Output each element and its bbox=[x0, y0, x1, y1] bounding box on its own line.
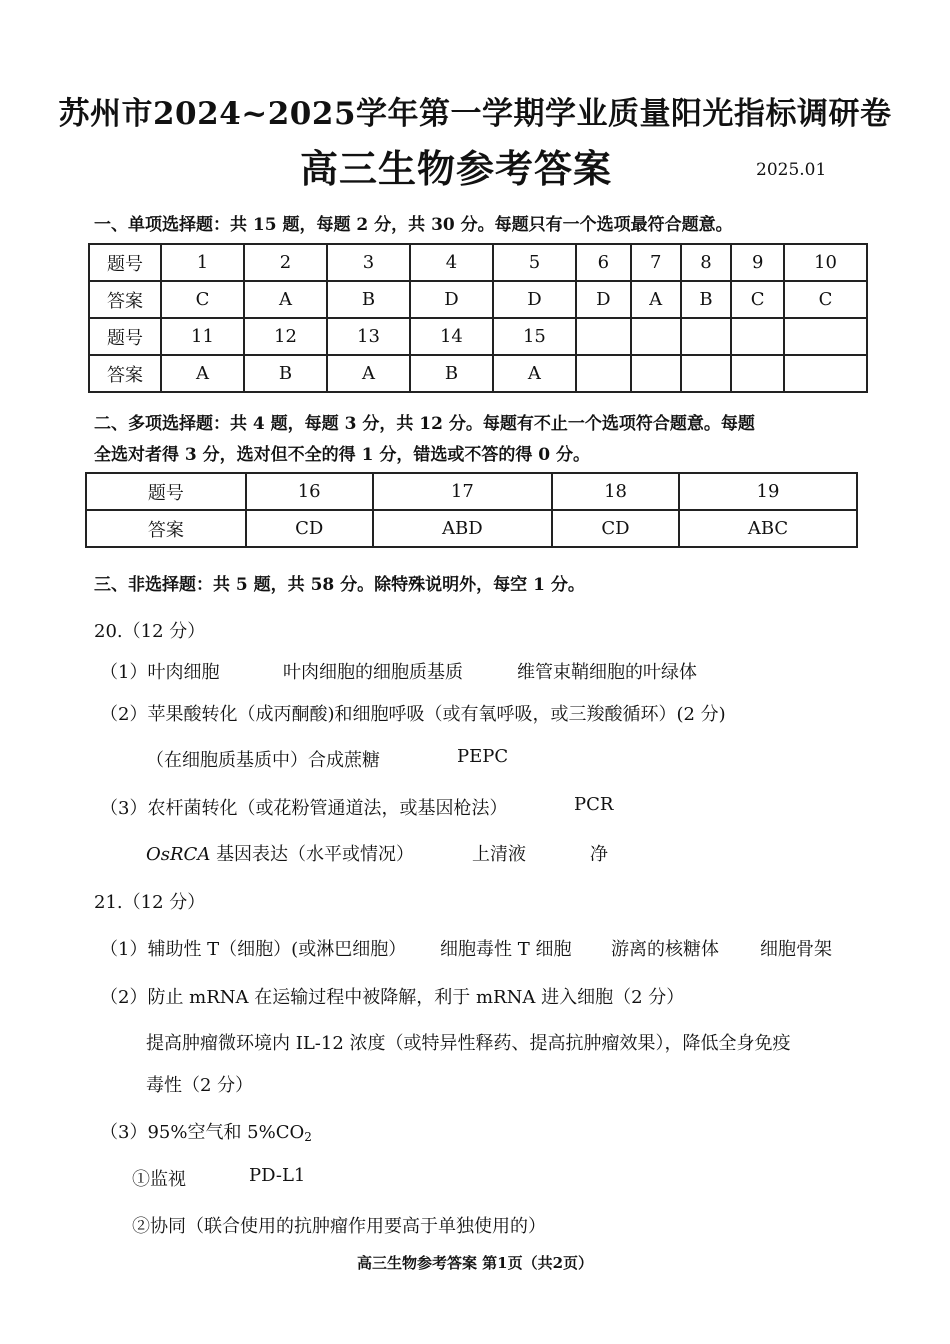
table-cell bbox=[576, 318, 631, 355]
table-cell: 14 bbox=[410, 318, 493, 355]
row-label: 答案 bbox=[86, 510, 246, 547]
table-cell: D bbox=[576, 281, 631, 318]
table-cell bbox=[681, 355, 732, 392]
table-cell: A bbox=[631, 281, 681, 318]
part-label: （1） bbox=[100, 662, 148, 683]
part-label: （2） bbox=[100, 704, 148, 725]
table-cell: 18 bbox=[552, 473, 679, 510]
answer-text: 监视 bbox=[150, 1169, 186, 1190]
table-cell: B bbox=[244, 355, 327, 392]
table-cell: 3 bbox=[327, 244, 410, 281]
table-cell: 5 bbox=[493, 244, 576, 281]
gene-name: OsRCA bbox=[146, 844, 211, 865]
table-cell: 16 bbox=[246, 473, 373, 510]
q21-part1 bbox=[100, 935, 406, 961]
answer-text: 叶肉细胞的细胞质基质 bbox=[283, 662, 463, 683]
table-cell bbox=[731, 318, 784, 355]
table-cell: 15 bbox=[493, 318, 576, 355]
q21-part2 bbox=[100, 983, 684, 1009]
document-subtitle: 高三生物参考答案 bbox=[300, 146, 613, 191]
answer-text: 细胞骨架 bbox=[760, 939, 832, 960]
answer-text: 95%空气和 5%CO bbox=[147, 1122, 305, 1143]
table-cell: B bbox=[327, 281, 410, 318]
question-21-title: 21.（12 分） bbox=[94, 892, 206, 913]
document-title: 苏州市2024~2025学年第一学期学业质量阳光指标调研卷 bbox=[58, 96, 892, 132]
multiple-choice-answer-table bbox=[85, 472, 858, 548]
answer-text: PD-L1 bbox=[249, 1165, 306, 1186]
table-row bbox=[86, 510, 857, 547]
table-row bbox=[89, 244, 867, 281]
table-cell bbox=[631, 355, 681, 392]
answer-text: 细胞毒性 T 细胞 bbox=[440, 939, 572, 960]
table-cell bbox=[576, 355, 631, 392]
row-label: 题号 bbox=[86, 473, 246, 510]
subscript: 2 bbox=[304, 1130, 312, 1144]
question-20-title: 20.（12 分） bbox=[94, 621, 206, 642]
table-cell: 1 bbox=[161, 244, 244, 281]
table-cell: 9 bbox=[731, 244, 784, 281]
table-row bbox=[89, 281, 867, 318]
table-cell: A bbox=[244, 281, 327, 318]
answer-text: 苹果酸转化（成丙酮酸)和细胞呼吸（或有氧呼吸，或三羧酸循环）(2 分) bbox=[147, 704, 726, 725]
document-date: 2025.01 bbox=[756, 160, 827, 180]
table-cell: A bbox=[327, 355, 410, 392]
part-label: （3） bbox=[100, 798, 148, 819]
table-cell: 6 bbox=[576, 244, 631, 281]
answer-text: 辅助性 T（细胞）(或淋巴细胞） bbox=[147, 939, 407, 960]
part-label: （3） bbox=[100, 1122, 148, 1143]
answer-text: 基因表达（水平或情况） bbox=[216, 844, 415, 865]
table-cell: A bbox=[493, 355, 576, 392]
q20-part1 bbox=[100, 658, 219, 684]
table-cell bbox=[631, 318, 681, 355]
table-cell: 7 bbox=[631, 244, 681, 281]
answer-text: PCR bbox=[574, 794, 614, 815]
section1-heading: 一、单项选择题：共 15 题，每题 2 分，共 30 分。每题只有一个选项最符合题意。 bbox=[94, 215, 733, 235]
table-cell: 17 bbox=[373, 473, 552, 510]
answer-text: 提高肿瘤微环境内 IL-12 浓度（或特异性释药、提高抗肿瘤效果），降低全身免疫 bbox=[146, 1033, 791, 1054]
answer-text: PEPC bbox=[457, 746, 509, 767]
section2-heading-line1: 二、多项选择题：共 4 题，每题 3 分，共 12 分。每题有不止一个选项符合题意。每题 bbox=[94, 414, 755, 434]
section2-heading-line2: 全选对者得 3 分，选对但不全的得 1 分，错选或不答的得 0 分。 bbox=[94, 445, 590, 465]
table-cell: B bbox=[410, 355, 493, 392]
q21-part3-item1 bbox=[132, 1165, 186, 1191]
section3-heading: 三、非选择题：共 5 题，共 58 分。除特殊说明外，每空 1 分。 bbox=[94, 575, 585, 595]
table-cell: 2 bbox=[244, 244, 327, 281]
table-cell: 12 bbox=[244, 318, 327, 355]
q21-part3-item2 bbox=[132, 1212, 546, 1238]
item-marker: ② bbox=[132, 1216, 150, 1237]
answer-text: 农杆菌转化（或花粉管通道法，或基因枪法） bbox=[147, 798, 508, 819]
table-cell: 13 bbox=[327, 318, 410, 355]
table-cell: 19 bbox=[679, 473, 857, 510]
table-cell bbox=[784, 355, 867, 392]
row-label: 答案 bbox=[89, 281, 161, 318]
table-cell: C bbox=[731, 281, 784, 318]
answer-text: 毒性（2 分） bbox=[146, 1075, 254, 1096]
answer-text: 上清液 bbox=[472, 844, 526, 865]
table-cell: B bbox=[681, 281, 732, 318]
table-cell: D bbox=[493, 281, 576, 318]
table-cell: 10 bbox=[784, 244, 867, 281]
q20-part3 bbox=[100, 794, 507, 820]
table-cell: 8 bbox=[681, 244, 732, 281]
part-label: （1） bbox=[100, 939, 148, 960]
answer-text: 净 bbox=[590, 844, 608, 865]
table-cell: A bbox=[161, 355, 244, 392]
table-cell: ABC bbox=[679, 510, 857, 547]
answer-text: 叶肉细胞 bbox=[147, 662, 220, 683]
page-footer: 高三生物参考答案 第1页（共2页） bbox=[356, 1254, 594, 1272]
row-label: 题号 bbox=[89, 244, 161, 281]
table-cell bbox=[731, 355, 784, 392]
table-cell: CD bbox=[552, 510, 679, 547]
table-cell bbox=[681, 318, 732, 355]
answer-text: 协同（联合使用的抗肿瘤作用要高于单独使用的） bbox=[150, 1216, 546, 1237]
table-cell: CD bbox=[246, 510, 373, 547]
answer-text: 游离的核糖体 bbox=[611, 939, 719, 960]
table-row bbox=[89, 318, 867, 355]
answer-text: （在细胞质基质中）合成蔗糖 bbox=[146, 750, 380, 771]
row-label: 答案 bbox=[89, 355, 161, 392]
table-cell: C bbox=[784, 281, 867, 318]
table-row bbox=[89, 355, 867, 392]
table-row bbox=[86, 473, 857, 510]
table-cell: D bbox=[410, 281, 493, 318]
answer-text: 维管束鞘细胞的叶绿体 bbox=[517, 662, 697, 683]
part-label: （2） bbox=[100, 987, 148, 1008]
item-marker: ① bbox=[132, 1169, 150, 1190]
table-cell: ABD bbox=[373, 510, 552, 547]
row-label: 题号 bbox=[89, 318, 161, 355]
q20-part2 bbox=[100, 700, 726, 726]
single-choice-answer-table bbox=[88, 243, 868, 393]
table-cell: 11 bbox=[161, 318, 244, 355]
answer-text: 防止 mRNA 在运输过程中被降解，利于 mRNA 进入细胞（2 分） bbox=[147, 987, 685, 1008]
q20-part3-line2 bbox=[146, 840, 414, 866]
q21-part3 bbox=[100, 1118, 312, 1144]
table-cell bbox=[784, 318, 867, 355]
table-cell: C bbox=[161, 281, 244, 318]
table-cell: 4 bbox=[410, 244, 493, 281]
